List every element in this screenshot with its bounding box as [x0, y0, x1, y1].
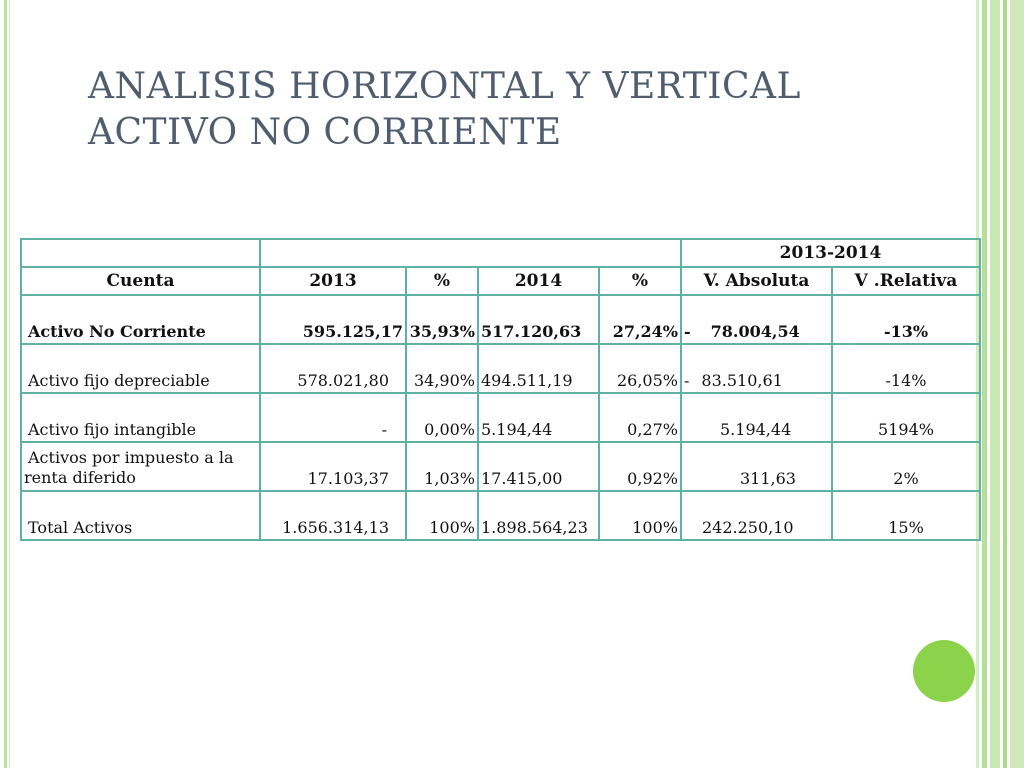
title-line-2: ACTIVO NO CORRIENTE — [88, 112, 562, 153]
cell-2014: 17.415,00 — [478, 442, 599, 491]
cell-pct-2014: 26,05% — [599, 344, 681, 393]
cell-2013: 595.125,17 — [260, 295, 406, 344]
negative-sign: - — [684, 371, 690, 390]
cell-2014: 517.120,63 — [478, 295, 599, 344]
cell-2014: 1.898.564,23 — [478, 491, 599, 540]
column-header-2014: 2014 — [478, 267, 599, 295]
cell-pct-2013: 100% — [406, 491, 478, 540]
cell-2013: - — [260, 393, 406, 442]
absolute-value: 83.510,61 — [701, 371, 783, 390]
absolute-value: 311,63 — [740, 469, 796, 488]
table-row — [21, 344, 980, 393]
absolute-value: 5.194,44 — [720, 420, 792, 439]
cell-cuenta — [21, 442, 260, 491]
cell-pct-2013: 0,00% — [406, 393, 478, 442]
cell-2013: 578.021,80 — [260, 344, 406, 393]
cell-pct-2014: 27,24% — [599, 295, 681, 344]
column-header-pct-2013: % — [406, 267, 478, 295]
cell-cuenta: Activo fijo depreciable — [21, 344, 260, 393]
period-header: 2013-2014 — [681, 239, 980, 267]
column-header-v-relativa: V .Relativa — [832, 267, 980, 295]
cell-v-absoluta — [681, 393, 832, 442]
table-row — [21, 442, 980, 491]
cell-v-relativa: 15% — [832, 491, 980, 540]
cell-cuenta-line-1: Activos por impuesto a la — [28, 448, 234, 467]
absolute-value: 242.250,10 — [702, 518, 794, 537]
cell-v-absoluta — [681, 491, 832, 540]
period-header-row — [21, 239, 980, 267]
cell-2013: 17.103,37 — [260, 442, 406, 491]
cell-v-absoluta — [681, 344, 832, 393]
cell-pct-2014: 100% — [599, 491, 681, 540]
empty-header-span — [260, 239, 681, 267]
column-header-v-absoluta: V. Absoluta — [681, 267, 832, 295]
cell-pct-2014: 0,27% — [599, 393, 681, 442]
cell-v-relativa: 2% — [832, 442, 980, 491]
left-decorative-rule-thin — [9, 0, 10, 768]
left-decorative-rule — [4, 0, 7, 768]
analysis-table-container — [20, 238, 981, 541]
cell-v-relativa: 5194% — [832, 393, 980, 442]
title-line-1: ANALISIS HORIZONTAL Y VERTICAL — [88, 66, 801, 107]
cell-cuenta: Activo No Corriente — [21, 295, 260, 344]
cell-v-absoluta — [681, 295, 832, 344]
green-circle-decoration — [913, 640, 975, 702]
column-header-cuenta: Cuenta — [21, 267, 260, 295]
cell-v-absoluta — [681, 442, 832, 491]
cell-2014: 494.511,19 — [478, 344, 599, 393]
table-row — [21, 491, 980, 540]
empty-header-cell — [21, 239, 260, 267]
cell-pct-2013: 1,03% — [406, 442, 478, 491]
column-header-row — [21, 267, 980, 295]
analysis-table — [20, 238, 981, 541]
cell-v-relativa: -14% — [832, 344, 980, 393]
cell-pct-2014: 0,92% — [599, 442, 681, 491]
right-decorative-stripes — [976, 0, 1024, 768]
cell-cuenta: Total Activos — [21, 491, 260, 540]
cell-v-relativa: -13% — [832, 295, 980, 344]
column-header-2013: 2013 — [260, 267, 406, 295]
cell-cuenta-line-2: renta diferido — [24, 468, 136, 487]
cell-2013: 1.656.314,13 — [260, 491, 406, 540]
cell-pct-2013: 35,93% — [406, 295, 478, 344]
cell-2014: 5.194,44 — [478, 393, 599, 442]
column-header-pct-2014: % — [599, 267, 681, 295]
cell-cuenta: Activo fijo intangible — [21, 393, 260, 442]
table-row — [21, 393, 980, 442]
negative-sign: - — [684, 322, 691, 341]
slide-title — [88, 64, 948, 156]
cell-pct-2013: 34,90% — [406, 344, 478, 393]
absolute-value: 78.004,54 — [710, 322, 800, 341]
table-row — [21, 295, 980, 344]
